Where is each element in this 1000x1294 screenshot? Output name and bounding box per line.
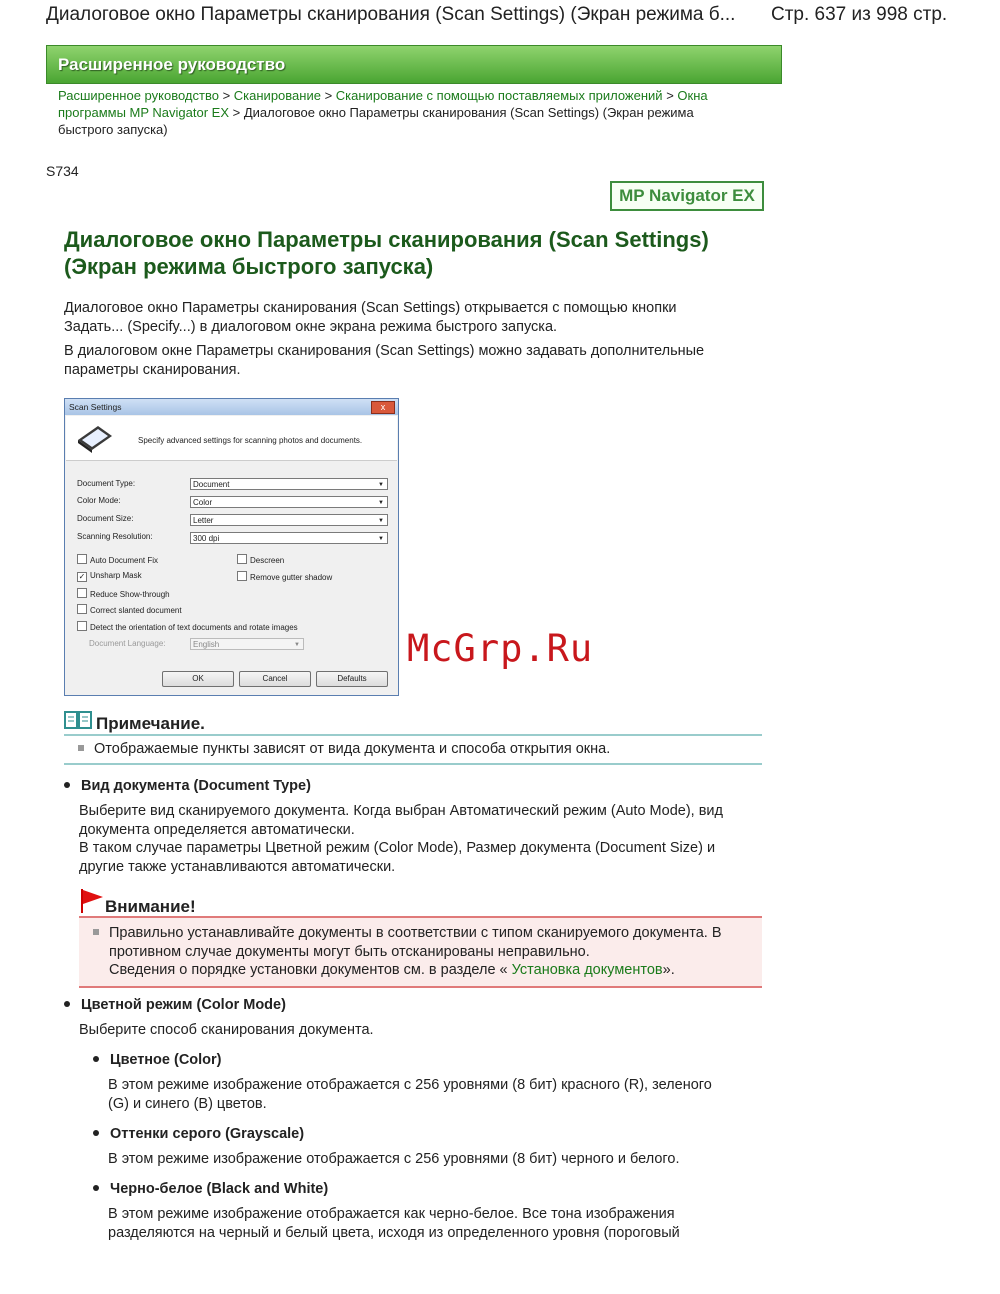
- heading-text: Вид документа (Document Type): [81, 778, 311, 794]
- text: Сведения о порядке установки документов см. в разделе «: [109, 962, 508, 978]
- scan-settings-dialog: [64, 398, 399, 696]
- select-value: Color: [193, 498, 213, 507]
- heading-text: Черно-белое (Black and White): [110, 1181, 329, 1197]
- doc-type-description: [79, 802, 769, 876]
- grayscale-description: В этом режиме изображение отображается с 256 уровнями (8 бит) черного и белого.: [108, 1151, 680, 1167]
- page-title-line: Диалоговое окно Параметры сканирования (Scan Settings): [64, 227, 709, 252]
- square-bullet-icon: [93, 929, 99, 935]
- dropdown-arrow-icon: ▼: [378, 482, 384, 488]
- breadcrumb-separator: >: [324, 88, 333, 103]
- color-heading: [93, 1052, 222, 1068]
- descreen-checkbox[interactable]: [237, 554, 284, 565]
- field-label: Document Size:: [77, 514, 134, 523]
- breadcrumb-separator: >: [232, 105, 241, 120]
- dropdown-arrow-icon: ▼: [378, 536, 384, 542]
- field-label: Document Type:: [77, 479, 136, 488]
- correct-slanted-checkbox[interactable]: [77, 604, 182, 615]
- dropdown-arrow-icon: ▼: [378, 500, 384, 506]
- document-size-select[interactable]: [190, 514, 388, 526]
- defaults-button[interactable]: Defaults: [316, 671, 388, 687]
- select-value: Letter: [193, 516, 214, 525]
- reduce-show-through-checkbox[interactable]: [77, 588, 170, 599]
- attention-text: [93, 924, 758, 980]
- warning-flag-icon: [80, 888, 104, 914]
- document-type-select[interactable]: [190, 478, 388, 490]
- breadcrumb-link[interactable]: Сканирование: [233, 88, 321, 103]
- dropdown-arrow-icon: ▼: [378, 518, 384, 524]
- bullet-icon: [64, 1001, 70, 1007]
- page-title: [64, 226, 764, 280]
- field-label: Color Mode:: [77, 496, 121, 505]
- text-line: (G) и синего (B) цветов.: [108, 1095, 267, 1112]
- bullet-icon: [93, 1130, 99, 1136]
- close-icon[interactable]: x: [371, 401, 395, 414]
- resolution-select[interactable]: [190, 532, 388, 544]
- grayscale-heading: [93, 1126, 304, 1142]
- text-line: Задать... (Specify...) в диалоговом окне экрана режима быстрого запуска.: [64, 318, 558, 335]
- bullet-icon: [93, 1056, 99, 1062]
- select-value: English: [193, 640, 220, 649]
- bw-description: [108, 1205, 768, 1242]
- checkbox-label: Reduce Show-through: [90, 590, 170, 599]
- color-mode-heading: [64, 997, 286, 1013]
- select-value: 300 dpi: [193, 534, 220, 543]
- text-line: Диалоговое окно Параметры сканирования (Scan Settings) открывается с помощью кнопки: [64, 300, 677, 316]
- breadcrumb: [58, 87, 748, 138]
- dialog-title: Scan Settings: [69, 402, 122, 412]
- text: ».: [662, 962, 675, 978]
- document-title: Диалоговое окно Параметры сканирования (Scan Settings) (Экран режима б...: [46, 4, 736, 25]
- checkbox-label: Correct slanted document: [90, 606, 182, 615]
- scanner-icon: [74, 422, 114, 454]
- select-value: Document: [193, 480, 230, 489]
- note-item: [78, 740, 610, 759]
- book-icon: [64, 710, 92, 730]
- heading-text: Оттенки серого (Grayscale): [110, 1126, 305, 1142]
- cancel-button[interactable]: Cancel: [239, 671, 311, 687]
- breadcrumb-separator: >: [666, 88, 674, 103]
- dialog-header: [66, 416, 397, 461]
- attention-title: Внимание!: [105, 897, 196, 916]
- text-line: другие также устанавливаются автоматически.: [79, 858, 396, 875]
- note-text: Отображаемые пункты зависят от вида документа и способа открытия окна.: [94, 741, 611, 757]
- document-language-select[interactable]: [190, 638, 304, 650]
- page-code: S734: [46, 163, 79, 179]
- dialog-titlebar: [65, 399, 398, 415]
- text-line: противном случае документы могут быть отсканированы неправильно.: [109, 943, 590, 960]
- bw-heading: [93, 1181, 328, 1197]
- ok-button[interactable]: OK: [162, 671, 234, 687]
- heading-text: Цветной режим (Color Mode): [81, 997, 286, 1013]
- text-line: В этом режиме изображение отображается как черно-белое. Все тона изображения: [108, 1206, 675, 1222]
- color-description: [108, 1076, 768, 1113]
- breadcrumb-link[interactable]: Окна программы MP Navigator EX: [58, 88, 708, 120]
- text-line: В диалоговом окне Параметры сканирования (Scan Settings) можно задавать дополнительные: [64, 343, 705, 359]
- auto-document-fix-checkbox[interactable]: [77, 554, 158, 565]
- page-counter: Стр. 637 из 998 стр.: [771, 4, 948, 25]
- dropdown-arrow-icon: ▼: [294, 642, 300, 648]
- breadcrumb-link[interactable]: Сканирование с помощью поставляемых приложений: [335, 88, 663, 103]
- watermark: McGrp.Ru: [407, 627, 594, 670]
- divider: [64, 763, 762, 765]
- breadcrumb-separator: >: [222, 88, 231, 103]
- text: Правильно устанавливайте документы в соответствии с типом сканируемого документа. В: [109, 925, 722, 941]
- text-line: В таком случае параметры Цветной режим (Color Mode), Размер документа (Document Size) и: [79, 840, 716, 856]
- detect-orientation-checkbox[interactable]: [77, 621, 298, 632]
- page-title-line: (Экран режима быстрого запуска): [64, 254, 434, 279]
- breadcrumb-link[interactable]: Расширенное руководство: [58, 88, 219, 103]
- remove-gutter-shadow-checkbox[interactable]: [237, 571, 332, 582]
- dialog-description: Specify advanced settings for scanning photos and documents.: [138, 436, 363, 445]
- text-line: В этом режиме изображение отображается с 256 уровнями (8 бит) красного (R), зеленого: [108, 1077, 712, 1093]
- doc-type-heading: [64, 778, 311, 794]
- breadcrumb-current: Диалоговое окно Параметры сканирования (Scan Settings) (Экран режима быстрого запуска): [58, 105, 694, 137]
- note-title: Примечание.: [96, 714, 205, 733]
- text-line: [93, 924, 758, 943]
- product-badge: MP Navigator EX: [610, 181, 764, 211]
- divider: [64, 734, 762, 736]
- checkbox-label: Unsharp Mask: [90, 571, 142, 580]
- banner-title: Расширенное руководство: [58, 55, 286, 74]
- checkbox-label: Detect the orientation of text documents and rotate images: [90, 623, 298, 632]
- checkbox-label: Auto Document Fix: [90, 556, 159, 565]
- text-line: параметры сканирования.: [64, 361, 241, 378]
- section-banner: [46, 45, 782, 84]
- install-documents-link[interactable]: Установка документов: [511, 962, 663, 978]
- square-bullet-icon: [78, 745, 84, 751]
- text-line: документа определяется автоматически.: [79, 821, 355, 838]
- bullet-icon: [64, 782, 70, 788]
- text-line: [93, 961, 758, 980]
- intro-paragraph-2: [64, 342, 764, 379]
- heading-text: Цветное (Color): [110, 1052, 222, 1068]
- color-mode-select[interactable]: [190, 496, 388, 508]
- bullet-icon: [93, 1185, 99, 1191]
- document-language-label: Document Language:: [89, 639, 166, 648]
- checkbox-label: Remove gutter shadow: [250, 573, 333, 582]
- color-mode-intro: Выберите способ сканирования документа.: [79, 1022, 374, 1038]
- intro-paragraph-1: [64, 299, 764, 336]
- text-line: Выберите вид сканируемого документа. Когда выбран Автоматический режим (Auto Mode), вид: [79, 803, 723, 819]
- field-label: Scanning Resolution:: [77, 532, 153, 541]
- checkbox-label: Descreen: [250, 556, 285, 565]
- unsharp-mask-checkbox[interactable]: ✓ Unsharp Mask: [78, 571, 142, 581]
- text-line: разделяются на черный и белый цвета, исходя из определенного уровня (пороговый: [108, 1224, 680, 1241]
